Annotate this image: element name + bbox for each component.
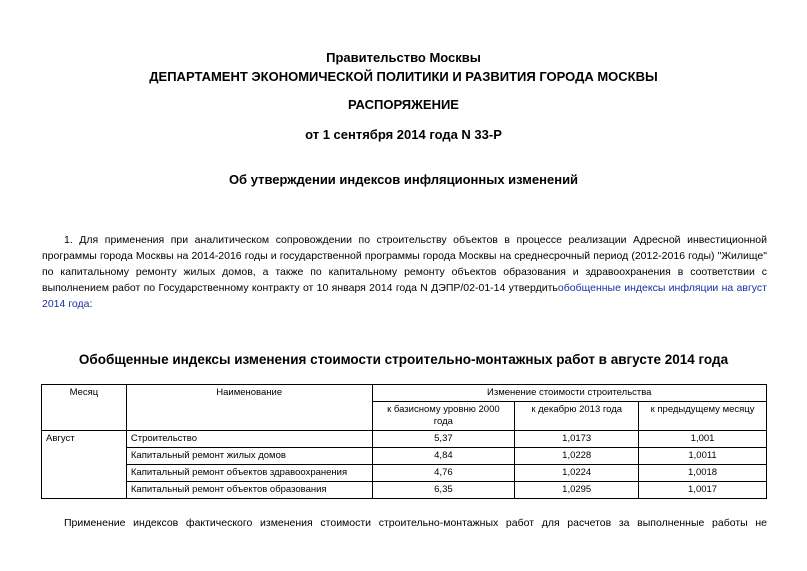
header-base: к базисному уровню 2000 года — [372, 402, 515, 431]
cell-base: 4,76 — [372, 465, 515, 482]
paragraph-2 — [42, 515, 767, 531]
cell-name: Капитальный ремонт жилых домов — [126, 448, 372, 465]
cell-name: Капитальный ремонт объектов здравоохранения — [126, 465, 372, 482]
cell-prev: 1,0018 — [639, 465, 767, 482]
cell-prev: 1,0011 — [639, 448, 767, 465]
government-name: Правительство Москвы — [326, 50, 481, 65]
cell-dec: 1,0228 — [515, 448, 639, 465]
table-title: Обобщенные индексы изменения стоимости строительно-монтажных работ в августе 2014 года — [78, 352, 729, 367]
table-row — [42, 465, 767, 482]
table-header-row — [42, 385, 767, 402]
cell-dec: 1,0295 — [515, 482, 639, 499]
cell-dec: 1,0173 — [515, 431, 639, 448]
header-month: Месяц — [42, 385, 127, 431]
paragraph-1-text: 1. Для применения при аналитическом сопровождении по строительству объектов в процессе реализации Адресной инвестиционной программы города Москвы на 2014-2016 годы и государственной программы города Москвы на среднесрочный период (2012-2016 годы) "Жилище" по капитальному ремонту жилых домов, а также по капитальному ремонту объектов образования и здравоохранения в соответствии с выполнением работ по Государственному контракту от 10 января 2014 года N ДЭПР/02-01-14 утвердить — [42, 234, 767, 294]
table-row — [42, 482, 767, 499]
cell-prev: 1,001 — [639, 431, 767, 448]
document-date-number: от 1 сентября 2014 года N 33-Р — [305, 127, 502, 142]
table-row — [42, 448, 767, 465]
table-row — [42, 431, 767, 448]
paragraph-2-text: Применение индексов фактического изменения стоимости строительно-монтажных работ для расчетов за выполненные работы не — [64, 517, 767, 529]
indices-link[interactable]: обобщенные индексы инфляции на август 2014 года — [42, 282, 767, 310]
document-title: Об утверждении индексов инфляционных изменений — [228, 172, 579, 187]
cell-name: Строительство — [126, 431, 372, 448]
paragraph-1-tail: : — [89, 298, 93, 310]
cell-base: 6,35 — [372, 482, 515, 499]
cell-base: 4,84 — [372, 448, 515, 465]
department-name: ДЕПАРТАМЕНТ ЭКОНОМИЧЕСКОЙ ПОЛИТИКИ И РАЗВИТИЯ ГОРОДА МОСКВЫ — [149, 69, 658, 84]
header-dec: к декабрю 2013 года — [515, 402, 639, 431]
header-name: Наименование — [126, 385, 372, 431]
header-prev: к предыдущему месяцу — [639, 402, 767, 431]
header-change: Изменение стоимости строительства — [372, 385, 767, 402]
cell-base: 5,37 — [372, 431, 515, 448]
cell-month: Август — [42, 431, 127, 499]
paragraph-1 — [42, 232, 767, 312]
indices-table — [41, 384, 767, 499]
cell-prev: 1,0017 — [639, 482, 767, 499]
cell-name: Капитальный ремонт объектов образования — [126, 482, 372, 499]
cell-dec: 1,0224 — [515, 465, 639, 482]
document-type: РАСПОРЯЖЕНИЕ — [348, 97, 459, 112]
